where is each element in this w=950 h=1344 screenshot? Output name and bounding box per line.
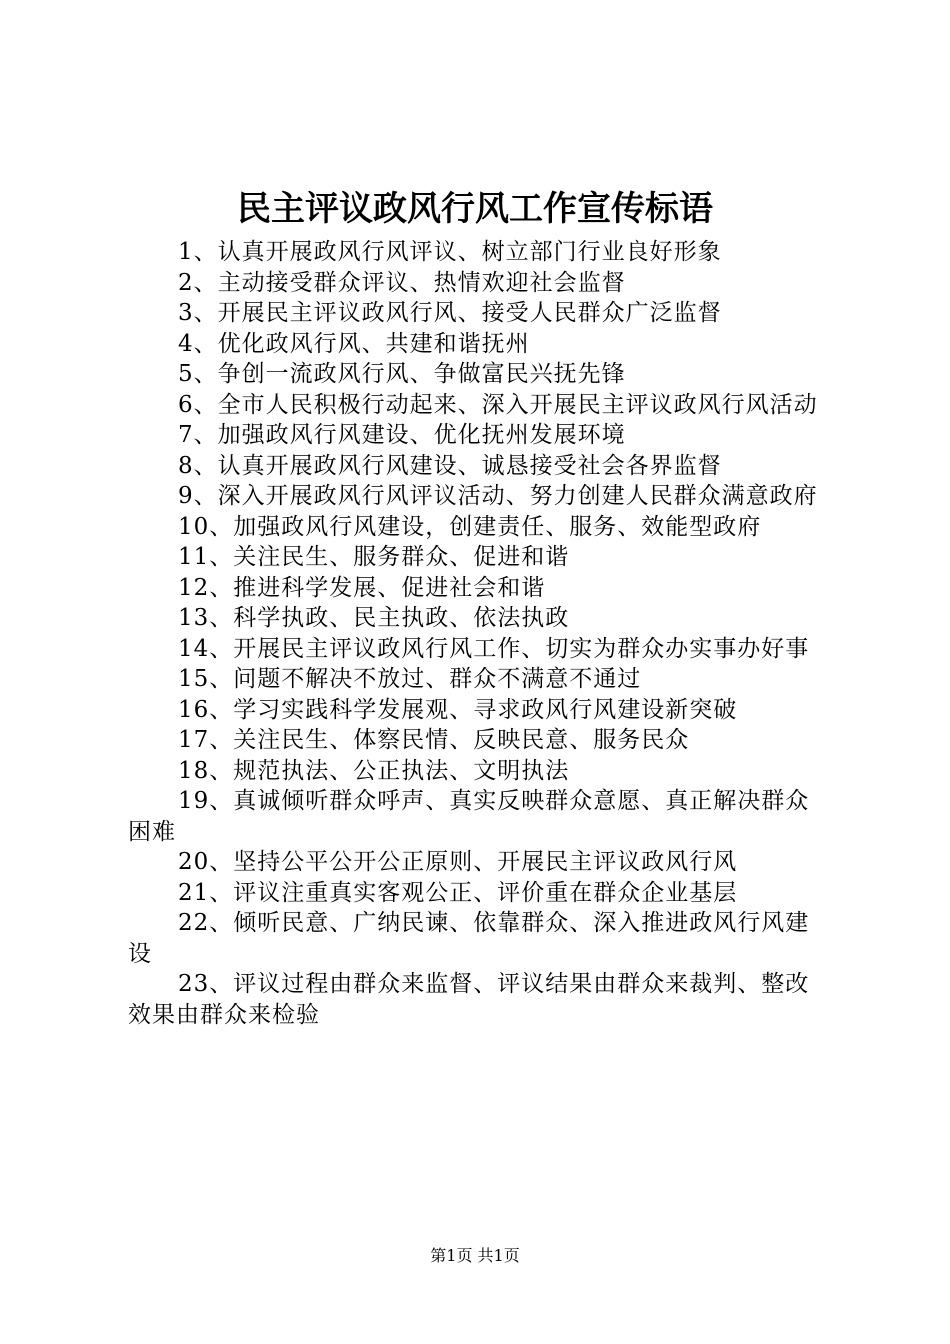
slogan-item: 12、推进科学发展、促进社会和谐: [178, 574, 546, 601]
slogan-item: 17、关注民生、体察民情、反映民意、服务民众: [178, 727, 690, 753]
slogan-item: 13、科学执政、民主执政、依法执政: [178, 605, 570, 631]
slogan-item: 8、认真开展政风行风建设、诚恳接受社会各界监督: [178, 452, 722, 479]
slogan-item: 10、加强政风行风建设，创建责任、服务、效能型政府: [178, 513, 762, 540]
slogan-item: 14、开展民主评议政风行风工作、切实为群众办实事办好事: [178, 635, 810, 662]
slogan-item: 22、倾听民意、广纳民谏、依靠群众、深入推进政风行风建设: [128, 910, 810, 967]
slogan-item: 5、争创一流政风行风、争做富民兴抚先锋: [178, 361, 626, 387]
page-title: 民主评议政风行风工作宣传标语: [237, 189, 713, 229]
slogan-item: 4、优化政风行风、共建和谐抚州: [178, 330, 530, 357]
slogan-item: 1、认真开展政风行风评议、树立部门行业良好形象: [178, 239, 722, 265]
slogan-item: 21、评议注重真实客观公正、评价重在群众企业基层: [178, 879, 738, 906]
slogan-list: [128, 237, 832, 1030]
slogan-item: 2、主动接受群众评议、热情欢迎社会监督: [178, 269, 626, 296]
slogan-item: 16、学习实践科学发展观、寻求政风行风建设新突破: [178, 696, 738, 723]
slogan-item: 15、问题不解决不放过、群众不满意不通过: [178, 666, 642, 692]
slogan-item: 7、加强政风行风建设、优化抚州发展环境: [178, 422, 626, 448]
slogan-item: 19、真诚倾听群众呼声、真实反映群众意愿、真正解决群众困难: [128, 788, 810, 845]
slogan-item: 18、规范执法、公正执法、文明执法: [178, 757, 570, 784]
slogan-item: 9、深入开展政风行风评议活动、努力创建人民群众满意政府: [178, 483, 818, 509]
slogan-item: 6、全市人民积极行动起来、深入开展民主评议政风行风活动: [178, 391, 818, 418]
slogan-item: 3、开展民主评议政风行风、接受人民群众广泛监督: [178, 300, 722, 326]
page-footer: 第1页 共1页: [430, 1246, 520, 1265]
slogan-item: 23、评议过程由群众来监督、评议结果由群众来裁判、整改效果由群众来检验: [128, 971, 810, 1028]
slogan-item: 11、关注民生、服务群众、促进和谐: [178, 544, 570, 570]
slogan-item: 20、坚持公平公开公正原则、开展民主评议政风行风: [178, 849, 738, 875]
